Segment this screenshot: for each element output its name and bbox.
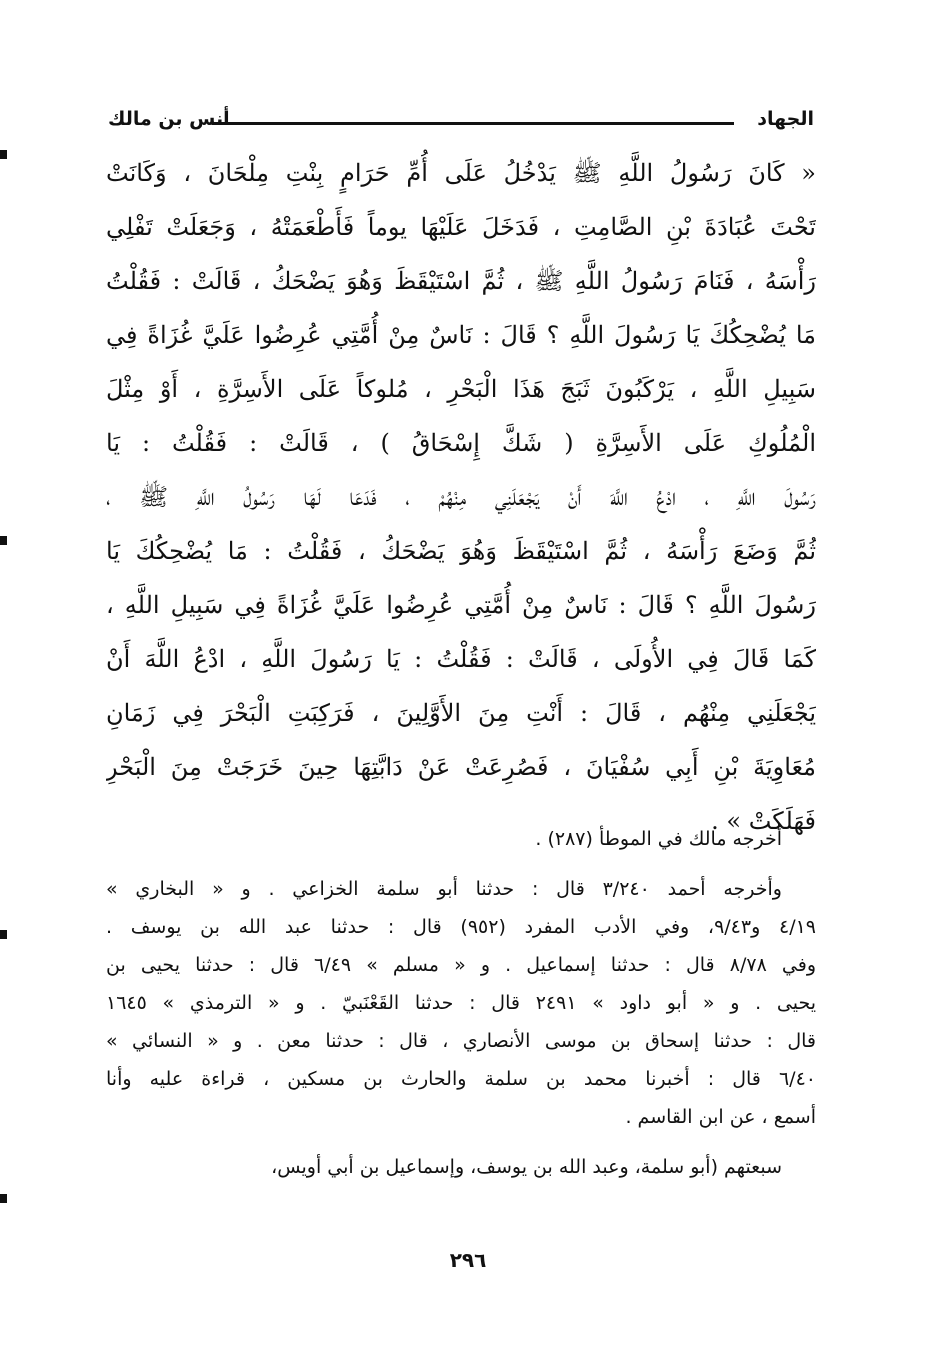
margin-mark xyxy=(0,150,7,159)
note-paragraph xyxy=(106,870,816,1136)
margin-mark xyxy=(0,536,7,545)
page-number: ٢٩٦ xyxy=(449,1248,487,1272)
hadith-line: ثُمَّ وَضَعَ رَأْسَهُ ، ثُمَّ اسْتَيْقَظَ وَهُوَ يَضْحَكُ ، فَقُلْتُ : مَا يُضْحِكُكَ يَا xyxy=(106,537,816,565)
hadith-line: رَسُولَ اللَّهِ ؟ قَالَ : نَاسٌ مِنْ أُمَّتِي عُرِضُوا عَلَيَّ غُزَاةً فِي سَبِيلِ اللَّهِ ، xyxy=(106,591,816,619)
note-line: قال : حدثنا إسحاق بن موسى الأنصاري ، قال : حدثنا معن . و « النسائي » xyxy=(106,1030,816,1052)
hadith-line: رَسُولَ اللَّهِ ، ادْعُ اللَّهَ أَنْ يَجْعَلَنِي مِنْهُمْ ، فَدَعَا لَهَا رَسُولُ اللَّهِ ﷺ ، xyxy=(106,483,816,511)
note-line: أسمع ، عن ابن القاسم . xyxy=(625,1106,816,1128)
hadith-line: مُعَاوِيَةَ بْنِ أَبِي سُفْيَانَ ، فَصُرِعَتْ عَنْ دَابَّتِهَا حِينَ خَرَجَتْ مِنَ الْبَحْرِ xyxy=(106,753,816,781)
hadith-line: يَجْعَلَنِي مِنْهُم ، قَالَ : أَنْتِ مِنَ الأَوَّلِينَ ، فَرَكِبَتِ الْبَحْرَ فِي زَمَانِ xyxy=(106,699,816,727)
note-line: وفي ٨/٧٨ قال : حدثنا إسماعيل . و « مسلم » ٦/٤٩ قال : حدثنا يحيى بن xyxy=(106,954,816,976)
note-malik: أخرجه مالك في الموطأ (٢٨٧) . xyxy=(535,828,782,850)
note-line: يحيى . و « أبو داود » ٢٤٩١ قال : حدثنا القَعْنَبيّ . و « الترمذي » ١٦٤٥ xyxy=(106,992,816,1014)
hadith-line: مَا يُضْحِكُكَ يَا رَسُولَ اللَّهِ ؟ قَالَ : نَاسٌ مِنْ أُمَّتِي عُرِضُوا عَلَيَّ غُزَاةً فِي xyxy=(106,321,816,349)
note-line: وأخرجه أحمد ٣/٢٤٠ قال : حدثنا أبو سلمة الخزاعي . و « البخاري » xyxy=(106,878,782,900)
hadith-line: « كَانَ رَسُولُ اللَّهِ ﷺ يَدْخُلُ عَلَى أُمِّ حَرَامٍ بِنْتِ مِلْحَانَ ، وَكَانَتْ xyxy=(106,159,816,187)
hadith-line: تَحْتَ عُبَادَةَ بْنِ الصَّامِتِ ، فَدَخَلَ عَلَيْهَا يوماً فَأَطْعَمَتْهُ ، وَجَعَلَتْ تَفْلِي xyxy=(106,213,816,241)
hadith-line: رَأْسَهُ ، فَنَامَ رَسُولُ اللَّهِ ﷺ ، ثُمَّ اسْتَيْقَظَ وَهُوَ يَضْحَكُ ، قَالَتْ : فَقُلْتُ xyxy=(106,267,816,295)
hadith-line: فَهَلَكَتْ » . xyxy=(711,807,816,835)
takhrij-notes xyxy=(106,820,816,1186)
running-header xyxy=(108,104,814,140)
note-summary: سبعتهم (أبو سلمة، وعبد الله بن يوسف، وإسماعيل بن أبي أويس، xyxy=(271,1156,782,1178)
hadith-line: سَبِيلِ اللَّهِ ، يَرْكَبُونَ ثَبَجَ هَذَا الْبَحْرِ ، مُلوكاً عَلَى الأَسِرَّةِ ، أَوْ مِثْلَ xyxy=(106,375,816,403)
header-rule xyxy=(212,122,734,125)
hadith-line: كَمَا قَالَ فِي الأُولَى ، قَالَتْ : فَقُلْتُ : يَا رَسُولَ اللَّهِ ، ادْعُ اللَّهَ أَنْ xyxy=(106,645,816,673)
hadith-line: الْمُلُوكِ عَلَى الأَسِرَّةِ ( شَكَّ إِسْحَاقُ ) ، قَالَتْ : فَقُلْتُ : يَا xyxy=(106,429,816,457)
margin-mark xyxy=(0,1194,7,1203)
hadith-text xyxy=(106,146,816,848)
header-section-title: الجهاد xyxy=(757,108,814,130)
note-line: ٤/١٩ و٩/٤٣، وفي الأدب المفرد (٩٥٢) قال : حدثنا عبد الله بن يوسف . xyxy=(106,916,816,938)
note-line: ٦/٤٠ قال : أخبرنا محمد بن سلمة والحارث بن مسكين ، قراءة عليه وأنا xyxy=(106,1068,816,1090)
margin-mark xyxy=(0,930,7,939)
header-narrator: أنس بن مالك xyxy=(108,108,230,130)
